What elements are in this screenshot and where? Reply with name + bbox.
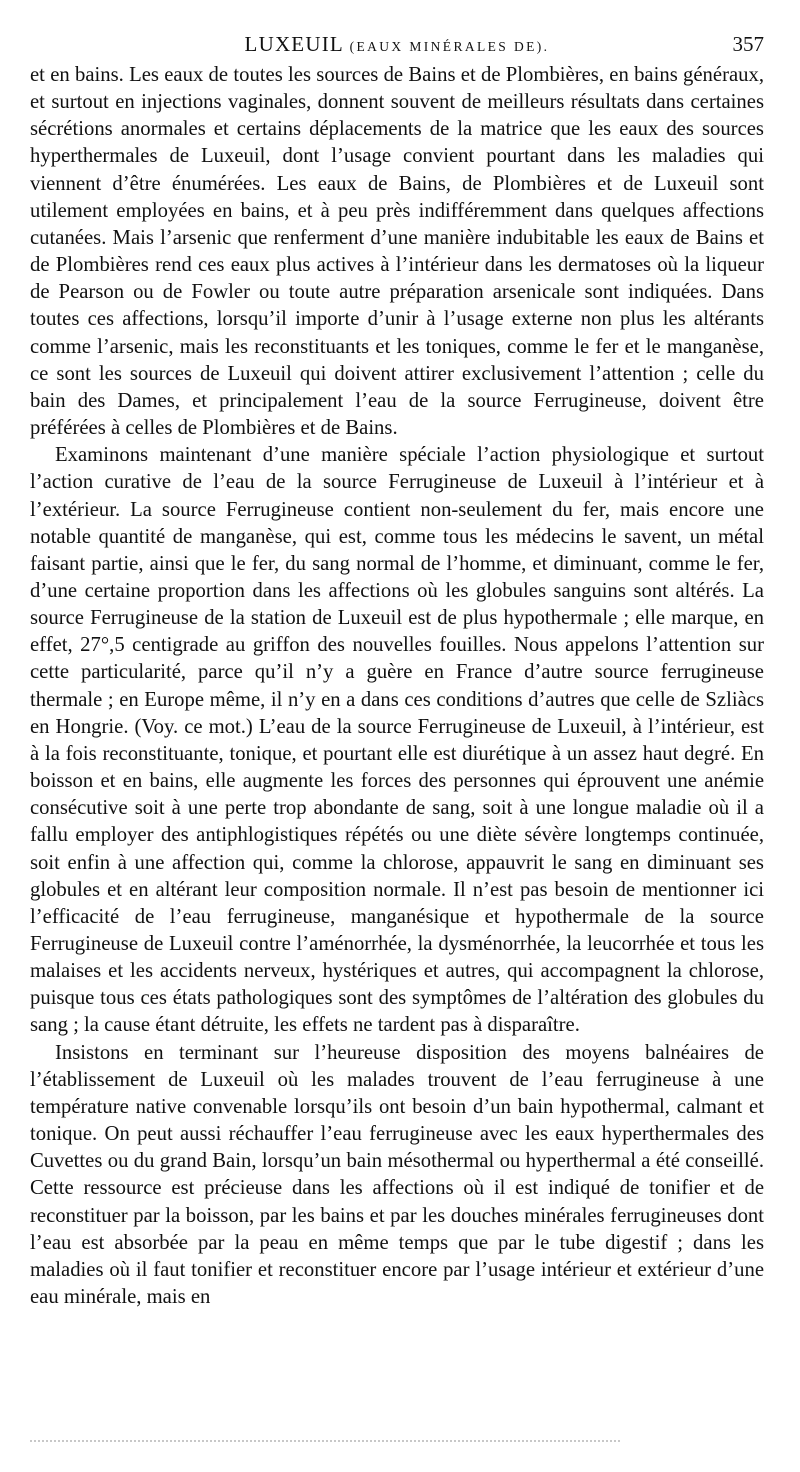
page-number: 357 [732, 32, 764, 56]
paragraph-1: et en bains. Les eaux de toutes les sources de Bains et de Plombières, en bains généraux, et surtout en injections vaginales, donnent souvent de meilleurs résultats dans certaines sécrétions anormales et certains déplacements de la matrice que les eaux des sources hyperthermales de Luxeuil, dont l’usage convient pourtant dans les maladies qui viennent d’être énumérées. Les eaux de Bains, de Plombières et de Luxeuil sont utilement employées en bains, et à peu près indifféremment dans quelques affections cutanées. Mais l’arsenic que renferment d’une manière indubitable les eaux de Bains et de Plombières rend ces eaux plus actives à l’intérieur dans les dermatoses où la liqueur de Pearson ou de Fowler ou toute autre préparation arsenicale sont indiquées. Dans toutes ces affections, lorsqu’il importe d’unir à l’usage externe non plus les altérants comme l’arsenic, mais les reconstituants et les toniques, comme le fer et le manganèse, ce sont les sources de Luxeuil qui doivent attirer exclusivement l’attention ; celle du bain des Dames, et principalement l’eau de la source Ferrugineuse, doivent être préférées à celles de Plombières et de Bains. [30, 64, 764, 440]
paragraph-3: Insistons en terminant sur l’heureuse disposition des moyens balnéaires de l’établissement de Luxeuil où les malades trouvent de l’eau ferrugineuse à une température native convenable lorsqu’ils ont besoin d’un bain hypothermal, calmant et tonique. On peut aussi réchauffer l’eau ferrugineuse avec les eaux hyperthermales des Cuvettes ou du grand Bain, lorsqu’un bain mésothermal ou hyperthermal a été conseillé. Cette ressource est précieuse dans les affections où il est indiqué de tonifier et de reconstituer par la boisson, par les bains et par les douches minérales ferrugineuses dont l’eau est absorbée par la peau en même temps que par le tube digestif ; dans les maladies où il faut tonifier et reconstituer encore par l’usage intérieur et extérieur d’une eau minérale, mais en [30, 1041, 764, 1309]
header-title-main: LUXEUIL [244, 32, 344, 56]
running-header [30, 28, 764, 60]
header-title-subtitle: (EAUX MINÉRALES DE). [349, 39, 550, 54]
body-text [30, 62, 764, 1311]
header-title [30, 28, 764, 63]
paragraph-2: Examinons maintenant d’une manière spéciale l’action physiologique et surtout l’action curative de l’eau de la source Ferrugineuse de Luxeuil à l’intérieur et à l’extérieur. La source Ferrugineuse contient non-seulement du fer, mais encore une notable quantité de manganèse, qui est, comme tous les médecins le savent, un métal faisant partie, ainsi que le fer, du sang normal de l’homme, et diminuant, comme le fer, d’une certaine proportion dans les affections où les globules sanguins sont altérés. La source Ferrugineuse de la station de Luxeuil est de plus hypothermale ; elle marque, en effet, 27°,5 centigrade au griffon des nouvelles fouilles. Nous appelons l’attention sur cette particularité, parce qu’il n’y a guère en France d’autre source ferrugineuse thermale ; en Europe même, il n’y en a dans ces conditions d’autres que celle de Szliàcs en Hongrie. (Voy. ce mot.) L’eau de la source Ferrugineuse de Luxeuil, à l’intérieur, est à la fois reconstituante, tonique, et pourtant elle est diurétique à un assez haut degré. En boisson et en bains, elle augmente les forces des personnes qui éprouvent une anémie consécutive soit à une perte trop abondante de sang, soit à une longue maladie où il a fallu employer des antiphlogistiques répétés ou une diète sévère longtemps continuée, soit enfin à une affection qui, comme la chlorose, appauvrit le sang en diminuant ses globules et en altérant leur composition normale. Il n’est pas besoin de mentionner ici l’efficacité de l’eau ferrugineuse, manganésique et hypothermale de la source Ferrugineuse de Luxeuil contre l’aménorrhée, la dysménorrhée, la leucorrhée et tous les malaises et les accidents nerveux, hystériques et autres, qui accompagnent la chlorose, puisque tous ces états pathologiques sont des symptômes de l’altération des globules du sang ; la cause étant détruite, les effets ne tardent pas à disparaître. [30, 444, 764, 1037]
footer-dotted-rule [30, 1440, 620, 1444]
